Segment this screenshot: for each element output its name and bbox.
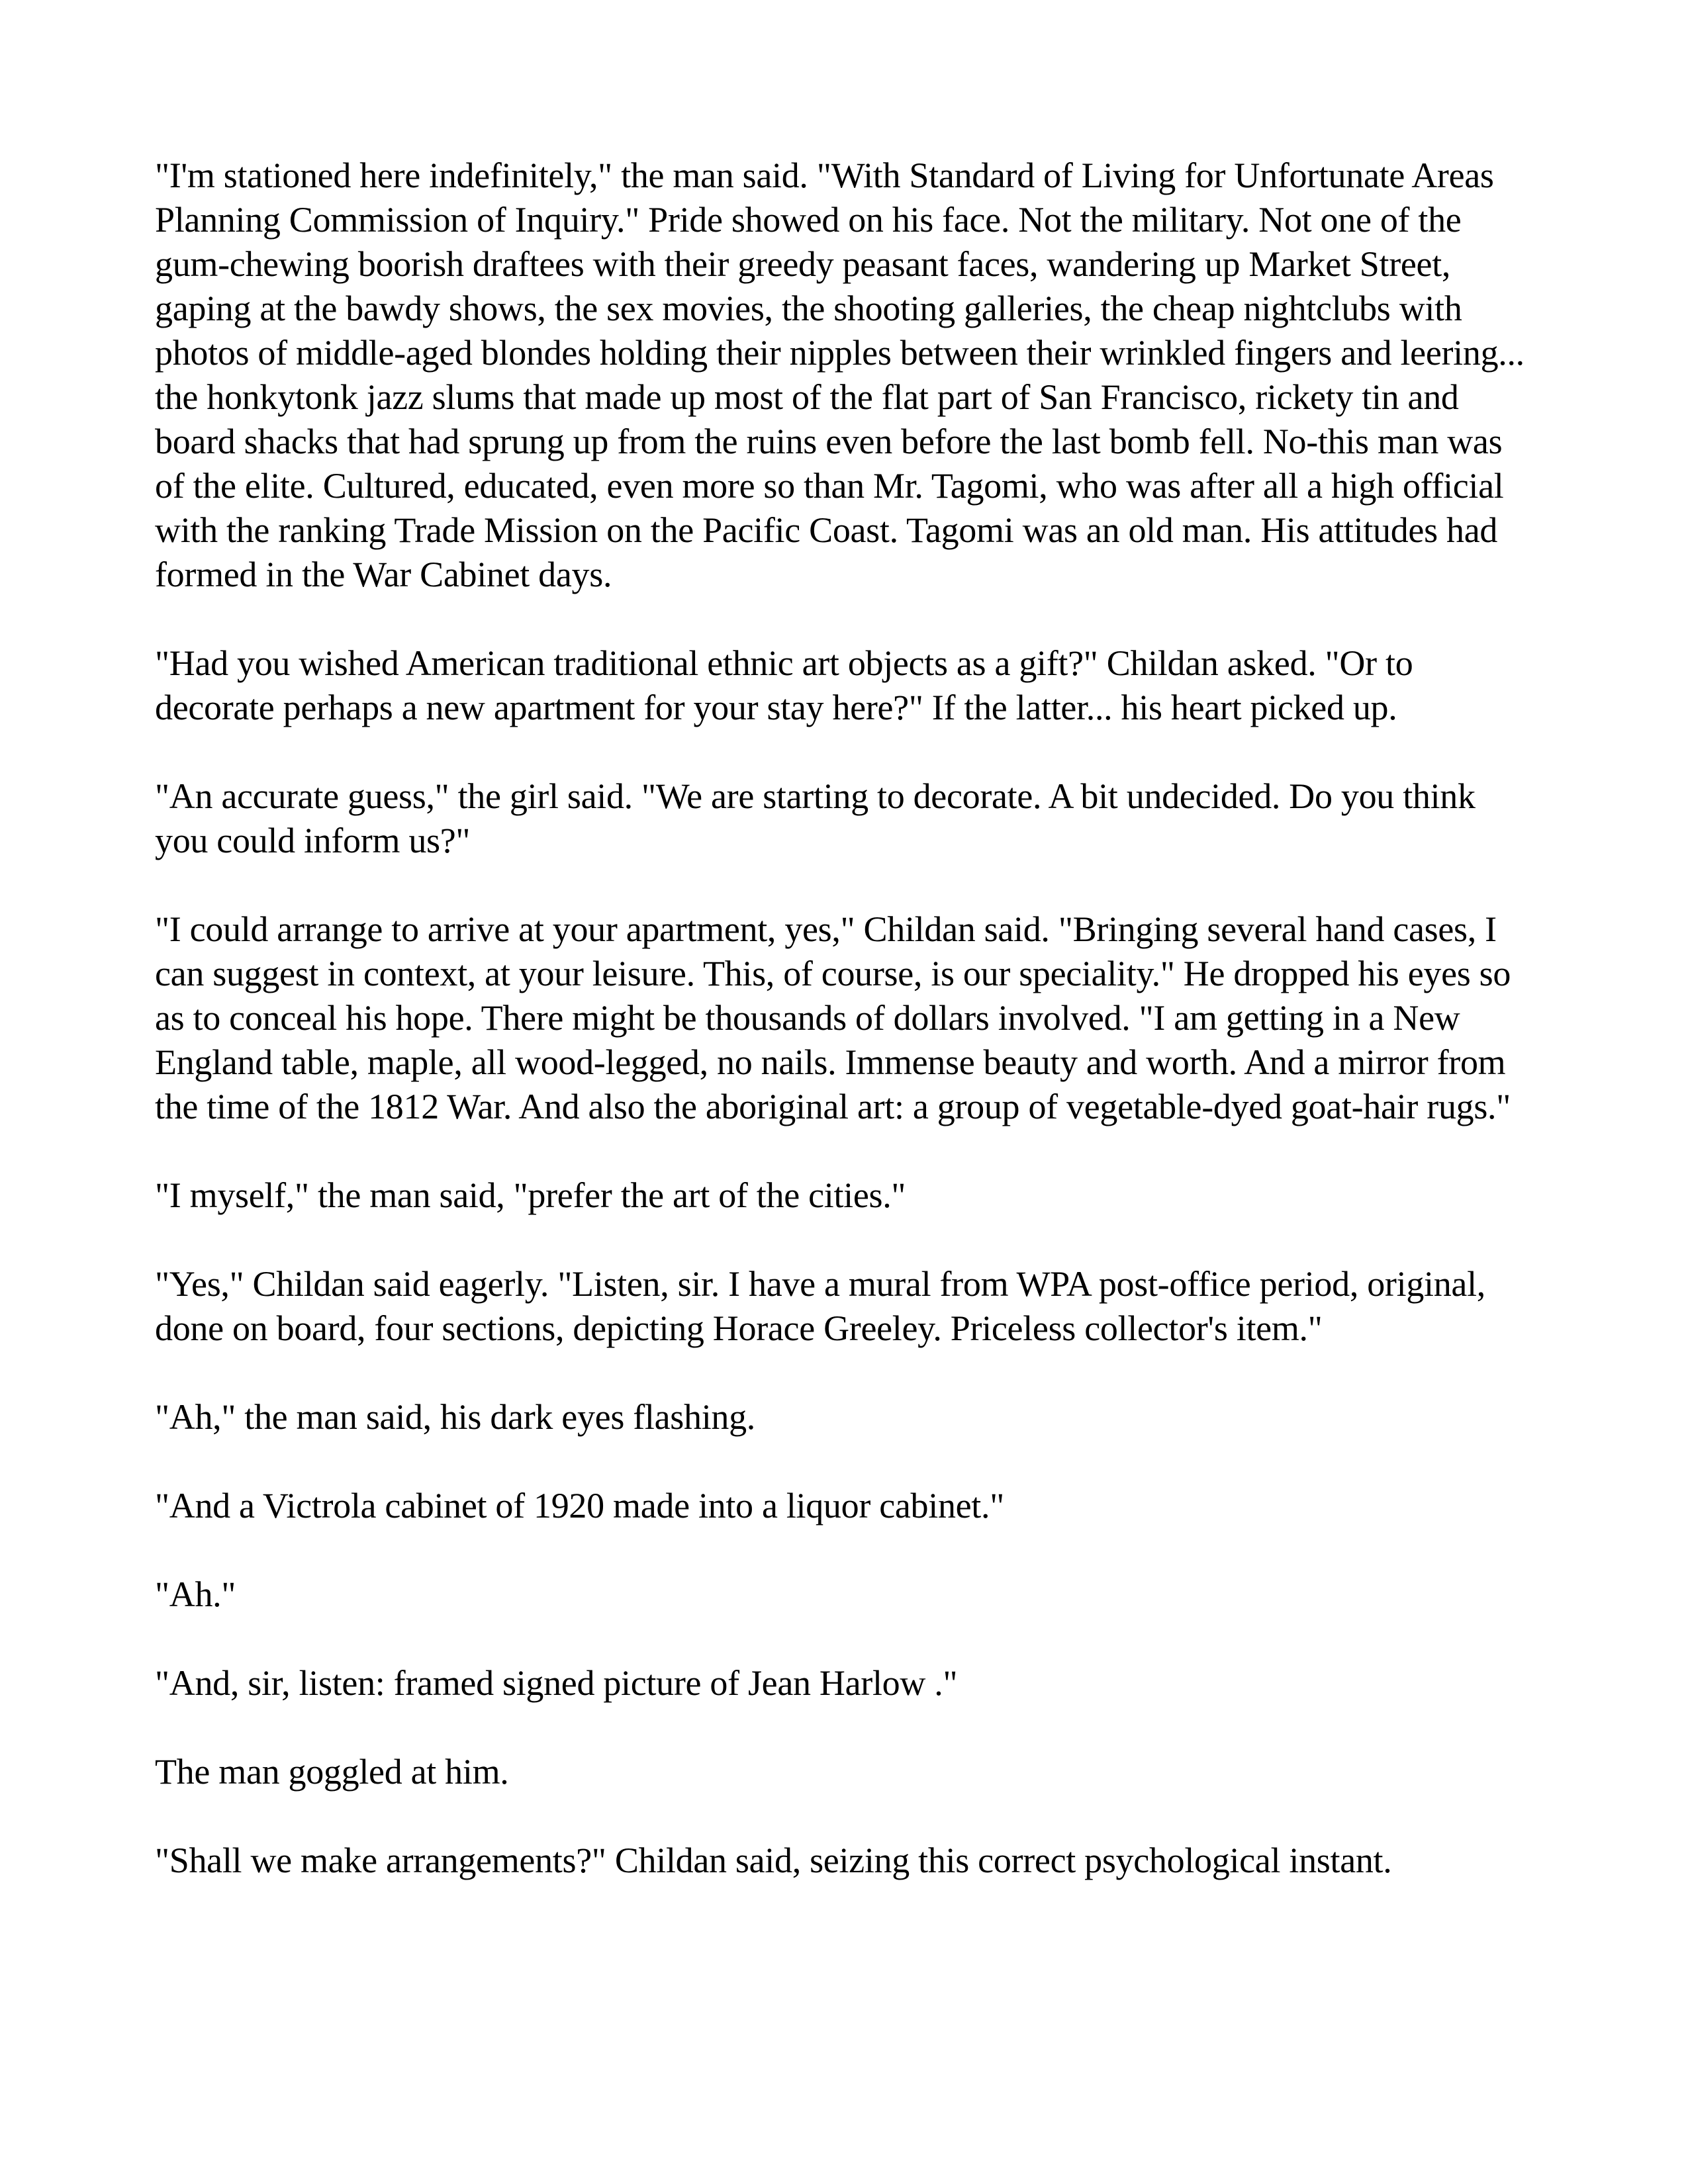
- document-body: [155, 154, 1532, 1883]
- paragraph-11: The man goggled at him.: [155, 1752, 509, 1792]
- paragraph-6: "Yes," Childan said eagerly. "Listen, sir. I have a mural from WPA post-office period, original, done on board, four sections, depicting Horace Greeley. Priceless collector's item.": [155, 1264, 1485, 1348]
- paragraph-8: "And a Victrola cabinet of 1920 made into a liquor cabinet.": [155, 1486, 1004, 1525]
- paragraph-12: "Shall we make arrangements?" Childan said, seizing this correct psychological instant.: [155, 1841, 1392, 1880]
- paragraph-3: "An accurate guess," the girl said. "We are starting to decorate. A bit undecided. Do you think you could inform us?": [155, 776, 1476, 860]
- paragraph-1: "I'm stationed here indefinitely," the man said. "With Standard of Living for Unfortunate Areas Planning Commission of Inquiry." Pride showed on his face. Not the military. Not one of the gum-chewing boorish draftees with their greedy peasant faces, wandering up Market Street, gaping at the bawdy shows, the sex movies, the shooting galleries, the cheap nightclubs with photos of middle-aged blondes holding their nipples between their wrinkled fingers and leering... the honkytonk jazz slums that made up most of the flat part of San Francisco, rickety tin and board shacks that had sprung up from the ruins even before the last bomb fell. No-this man was of the elite. Cultured, educated, even more so than Mr. Tagomi, who was after all a high official with the ranking Trade Mission on the Pacific Coast. Tagomi was an old man. His attitudes had formed in the War Cabinet days.: [155, 156, 1524, 594]
- paragraph-7: "Ah," the man said, his dark eyes flashing.: [155, 1397, 755, 1437]
- paragraph-5: "I myself," the man said, "prefer the art of the cities.": [155, 1175, 906, 1215]
- paragraph-2: "Had you wished American traditional ethnic art objects as a gift?" Childan asked. "Or to decorate perhaps a new apartment for your stay here?" If the latter... his heart picked up.: [155, 643, 1413, 727]
- paragraph-4: "I could arrange to arrive at your apartment, yes," Childan said. "Bringing several hand cases, I can suggest in context, at your leisure. This, of course, is our speciality." He dropped his eyes so as to conceal his hope. There might be thousands of dollars involved. "I am getting in a New England table, maple, all wood-legged, no nails. Immense beauty and worth. And a mirror from the time of the 1812 War. And also the aboriginal art: a group of vegetable-dyed goat-hair rugs.": [155, 909, 1511, 1126]
- paragraph-10: "And, sir, listen: framed signed picture of Jean Harlow .": [155, 1663, 958, 1703]
- paragraph-9: "Ah.": [155, 1574, 236, 1614]
